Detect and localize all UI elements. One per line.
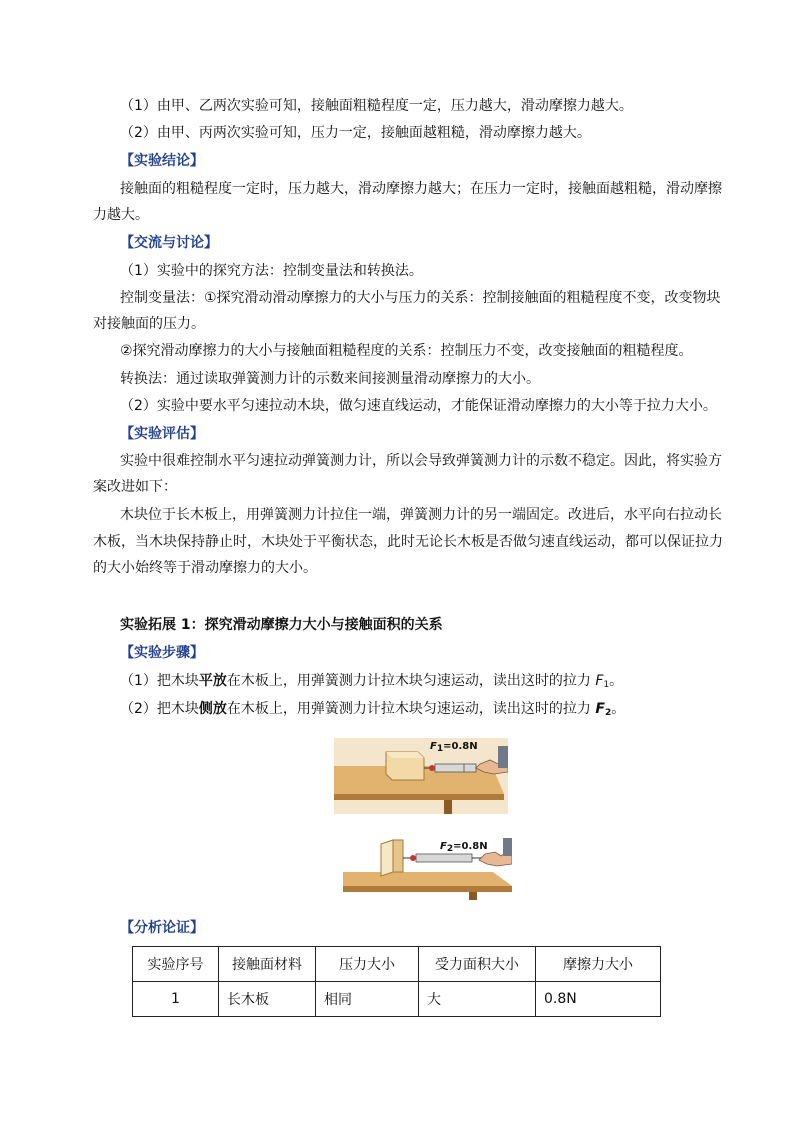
step-2-end: 。: [611, 701, 626, 717]
conclusion-heading: 【实验结论】: [120, 153, 204, 169]
discussion-line-3: ②探究滑动摩擦力的大小与接触面粗糙程度的关系：控制压力不变，改变接触面的粗糙程度。: [120, 343, 693, 359]
step-1-bold: 平放: [198, 673, 227, 689]
step-2-var: F: [595, 701, 605, 717]
f2-sub: 2: [446, 844, 454, 854]
table-row: [133, 982, 661, 1017]
table-cell: 长木板: [219, 982, 316, 1017]
discussion-line-2b: 对接触面的压力。: [93, 316, 205, 332]
evaluation-text-1a: 实验中很难控制水平匀速拉动弹簧测力计，所以会导致弹簧测力计的示数不稳定。因此，将实验方: [120, 453, 722, 469]
figure-flat-label: [430, 741, 478, 755]
step-1-end: 。: [609, 673, 624, 689]
table-header: 实验序号: [133, 947, 219, 982]
table-cell: 大: [419, 982, 536, 1017]
conclusion-text-2: 力越大。: [93, 207, 149, 223]
step-2-sub: 2: [604, 708, 612, 718]
step-1-middle: 在木板上，用弹簧测力计拉木块匀速运动，读出这时的拉力: [226, 673, 596, 689]
table-header-row: [133, 947, 661, 982]
step-1-prefix: （1）把木块: [120, 673, 199, 689]
extension-title: 实验拓展 1：探究滑动摩擦力大小与接触面积的关系: [120, 617, 443, 633]
evaluation-text-2c: 的大小始终等于滑动摩擦力的大小。: [93, 560, 317, 576]
table-header: 接触面材料: [219, 947, 316, 982]
steps-heading: 【实验步骤】: [120, 645, 204, 661]
table-cell: 1: [133, 982, 219, 1017]
intro-line-1: （1）由甲、乙两次实验可知，接触面粗糙程度一定，压力越大，滑动摩擦力越大。: [120, 98, 633, 114]
step-1: [120, 671, 623, 695]
intro-line-2: （2）由甲、丙两次实验可知，压力一定，接触面越粗糙，滑动摩擦力越大。: [120, 125, 591, 141]
table-header: 摩擦力大小: [536, 947, 661, 982]
evaluation-heading: 【实验评估】: [120, 426, 204, 442]
discussion-line-4: 转换法：通过读取弹簧测力计的示数来间接测量滑动摩擦力的大小。: [120, 371, 540, 387]
step-2: [120, 699, 625, 723]
table-header: 压力大小: [316, 947, 419, 982]
step-2-bold: 侧放: [198, 701, 227, 717]
table-cell: 0.8N: [536, 982, 661, 1017]
evaluation-text-2a: 木块位于长木板上，用弹簧测力计拉住一端，弹簧测力计的另一端固定。改进后，水平向右拉动长: [120, 507, 722, 523]
discussion-line-1: （1）实验中的探究方法：控制变量法和转换法。: [120, 263, 423, 279]
f2-var: F: [440, 841, 447, 852]
step-1-sub: 1: [603, 680, 610, 690]
f1-var: F: [430, 741, 437, 752]
step-2-middle: 在木板上，用弹簧测力计拉木块匀速运动，读出这时的拉力: [226, 701, 596, 717]
evaluation-text-2b: 木板，当木块保持静止时，木块处于平衡状态，此时无论长木板是否做匀速直线运动，都可以保证拉力: [93, 534, 723, 550]
figure-side-label: [440, 841, 488, 855]
step-1-var: F: [595, 673, 604, 689]
discussion-line-2a: 控制变量法：①探究滑动滑动摩擦力的大小与压力的关系：控制接触面的粗糙程度不变，改变物块: [120, 290, 721, 306]
conclusion-text-1: 接触面的粗糙程度一定时，压力越大，滑动摩擦力越大；在压力一定时，接触面越粗糙，滑动摩擦: [120, 181, 722, 197]
f2-value: =0.8N: [453, 841, 488, 852]
f1-sub: 1: [436, 744, 444, 754]
results-table: [132, 946, 661, 1017]
f1-value: =0.8N: [443, 741, 478, 752]
table-header: 受力面积大小: [419, 947, 536, 982]
evaluation-text-1b: 案改进如下：: [93, 479, 177, 495]
table-cell: 相同: [316, 982, 419, 1017]
analysis-heading: 【分析论证】: [120, 920, 204, 936]
step-2-prefix: （2）把木块: [120, 701, 199, 717]
discussion-heading: 【交流与讨论】: [120, 235, 218, 251]
discussion-line-5: （2）实验中要水平匀速拉动木块，做匀速直线运动，才能保证滑动摩擦力的大小等于拉力大小。: [120, 398, 717, 414]
